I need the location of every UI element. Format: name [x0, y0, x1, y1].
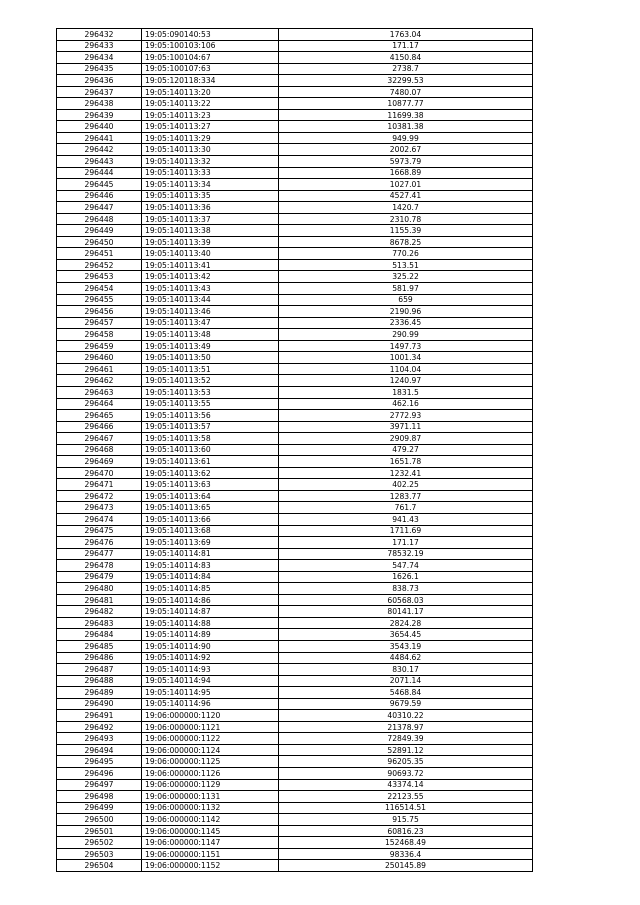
- table-row: [57, 259, 533, 271]
- table-row: [57, 779, 533, 791]
- row-id-cell: 296443: [57, 156, 142, 168]
- table-row: [57, 733, 533, 745]
- amount-cell: 250145.89: [279, 860, 533, 872]
- row-id-cell: 296450: [57, 236, 142, 248]
- row-id-cell: 296461: [57, 363, 142, 375]
- amount-cell: 1497.73: [279, 340, 533, 352]
- row-id-cell: 296436: [57, 75, 142, 87]
- timestamp-cell: 19:05:140114:87: [142, 606, 279, 618]
- timestamp-cell: 19:05:140113:53: [142, 386, 279, 398]
- row-id-cell: 296497: [57, 779, 142, 791]
- row-id-cell: 296493: [57, 733, 142, 745]
- amount-cell: 2190.96: [279, 306, 533, 318]
- amount-cell: 547.74: [279, 560, 533, 572]
- amount-cell: 2336.45: [279, 317, 533, 329]
- timestamp-cell: 19:05:140113:36: [142, 202, 279, 214]
- amount-cell: 90693.72: [279, 768, 533, 780]
- timestamp-cell: 19:06:000000:1129: [142, 779, 279, 791]
- timestamp-cell: 19:05:140113:56: [142, 410, 279, 422]
- amount-cell: 1831.5: [279, 386, 533, 398]
- amount-cell: 1711.69: [279, 525, 533, 537]
- amount-cell: 949.99: [279, 132, 533, 144]
- timestamp-cell: 19:06:000000:1122: [142, 733, 279, 745]
- timestamp-cell: 19:05:140113:48: [142, 329, 279, 341]
- timestamp-cell: 19:05:140113:51: [142, 363, 279, 375]
- data-table: [56, 28, 533, 872]
- timestamp-cell: 19:05:140113:42: [142, 271, 279, 283]
- amount-cell: 40310.22: [279, 710, 533, 722]
- row-id-cell: 296448: [57, 213, 142, 225]
- table-row: [57, 363, 533, 375]
- table-row: [57, 848, 533, 860]
- row-id-cell: 296441: [57, 132, 142, 144]
- amount-cell: 78532.19: [279, 548, 533, 560]
- table-row: [57, 744, 533, 756]
- timestamp-cell: 19:05:140113:23: [142, 109, 279, 121]
- timestamp-cell: 19:05:100103:106: [142, 40, 279, 52]
- timestamp-cell: 19:05:140114:93: [142, 664, 279, 676]
- amount-cell: 402.25: [279, 479, 533, 491]
- row-id-cell: 296432: [57, 29, 142, 41]
- amount-cell: 1232.41: [279, 467, 533, 479]
- row-id-cell: 296482: [57, 606, 142, 618]
- table-row: [57, 537, 533, 549]
- timestamp-cell: 19:06:000000:1125: [142, 756, 279, 768]
- timestamp-cell: 19:05:140114:92: [142, 652, 279, 664]
- timestamp-cell: 19:05:140113:27: [142, 121, 279, 133]
- table-row: [57, 271, 533, 283]
- timestamp-cell: 19:05:140113:34: [142, 179, 279, 191]
- table-row: [57, 294, 533, 306]
- amount-cell: 8678.25: [279, 236, 533, 248]
- amount-cell: 2310.78: [279, 213, 533, 225]
- timestamp-cell: 19:05:140113:32: [142, 156, 279, 168]
- table-row: [57, 75, 533, 87]
- amount-cell: 60816.23: [279, 825, 533, 837]
- table-row: [57, 213, 533, 225]
- row-id-cell: 296481: [57, 594, 142, 606]
- row-id-cell: 296438: [57, 98, 142, 110]
- amount-cell: 2738.7: [279, 63, 533, 75]
- timestamp-cell: 19:05:140113:55: [142, 398, 279, 410]
- table-row: [57, 317, 533, 329]
- amount-cell: 1763.04: [279, 29, 533, 41]
- amount-cell: 1001.34: [279, 352, 533, 364]
- amount-cell: 1420.7: [279, 202, 533, 214]
- row-id-cell: 296437: [57, 86, 142, 98]
- row-id-cell: 296447: [57, 202, 142, 214]
- amount-cell: 1155.39: [279, 225, 533, 237]
- row-id-cell: 296489: [57, 687, 142, 699]
- table-row: [57, 306, 533, 318]
- timestamp-cell: 19:05:140114:90: [142, 640, 279, 652]
- timestamp-cell: 19:05:140113:66: [142, 513, 279, 525]
- amount-cell: 5973.79: [279, 156, 533, 168]
- table-row: [57, 109, 533, 121]
- timestamp-cell: 19:05:140113:69: [142, 537, 279, 549]
- row-id-cell: 296475: [57, 525, 142, 537]
- amount-cell: 659: [279, 294, 533, 306]
- amount-cell: 11699.38: [279, 109, 533, 121]
- row-id-cell: 296499: [57, 802, 142, 814]
- timestamp-cell: 19:05:140114:81: [142, 548, 279, 560]
- row-id-cell: 296480: [57, 583, 142, 595]
- row-id-cell: 296445: [57, 179, 142, 191]
- amount-cell: 52891.12: [279, 744, 533, 756]
- amount-cell: 72849.39: [279, 733, 533, 745]
- table-row: [57, 802, 533, 814]
- timestamp-cell: 19:06:000000:1131: [142, 791, 279, 803]
- table-row: [57, 687, 533, 699]
- row-id-cell: 296457: [57, 317, 142, 329]
- row-id-cell: 296466: [57, 421, 142, 433]
- row-id-cell: 296455: [57, 294, 142, 306]
- row-id-cell: 296502: [57, 837, 142, 849]
- row-id-cell: 296459: [57, 340, 142, 352]
- table-row: [57, 513, 533, 525]
- row-id-cell: 296449: [57, 225, 142, 237]
- table-row: [57, 583, 533, 595]
- amount-cell: 581.97: [279, 283, 533, 295]
- row-id-cell: 296452: [57, 259, 142, 271]
- timestamp-cell: 19:05:120118:334: [142, 75, 279, 87]
- table-row: [57, 594, 533, 606]
- row-id-cell: 296483: [57, 617, 142, 629]
- amount-cell: 21378.97: [279, 721, 533, 733]
- timestamp-cell: 19:05:140113:41: [142, 259, 279, 271]
- table-row: [57, 144, 533, 156]
- table-row: [57, 156, 533, 168]
- timestamp-cell: 19:05:140113:49: [142, 340, 279, 352]
- row-id-cell: 296504: [57, 860, 142, 872]
- table-row: [57, 398, 533, 410]
- table-row: [57, 375, 533, 387]
- table-row: [57, 225, 533, 237]
- row-id-cell: 296491: [57, 710, 142, 722]
- row-id-cell: 296492: [57, 721, 142, 733]
- table-row: [57, 606, 533, 618]
- row-id-cell: 296490: [57, 698, 142, 710]
- table-row: [57, 202, 533, 214]
- amount-cell: 761.7: [279, 502, 533, 514]
- amount-cell: 116514.51: [279, 802, 533, 814]
- table-row: [57, 791, 533, 803]
- timestamp-cell: 19:05:140113:47: [142, 317, 279, 329]
- row-id-cell: 296494: [57, 744, 142, 756]
- amount-cell: 830.17: [279, 664, 533, 676]
- table-row: [57, 652, 533, 664]
- timestamp-cell: 19:05:140113:50: [142, 352, 279, 364]
- amount-cell: 1668.89: [279, 167, 533, 179]
- timestamp-cell: 19:06:000000:1121: [142, 721, 279, 733]
- table-row: [57, 329, 533, 341]
- table-row: [57, 40, 533, 52]
- amount-cell: 32299.53: [279, 75, 533, 87]
- timestamp-cell: 19:05:140113:37: [142, 213, 279, 225]
- row-id-cell: 296439: [57, 109, 142, 121]
- row-id-cell: 296467: [57, 433, 142, 445]
- amount-cell: 98336.4: [279, 848, 533, 860]
- row-id-cell: 296470: [57, 467, 142, 479]
- timestamp-cell: 19:05:140113:52: [142, 375, 279, 387]
- amount-cell: 2824.28: [279, 617, 533, 629]
- table-row: [57, 86, 533, 98]
- timestamp-cell: 19:05:140113:60: [142, 444, 279, 456]
- row-id-cell: 296453: [57, 271, 142, 283]
- amount-cell: 3654.45: [279, 629, 533, 641]
- timestamp-cell: 19:05:140114:83: [142, 560, 279, 572]
- row-id-cell: 296500: [57, 814, 142, 826]
- amount-cell: 1104.04: [279, 363, 533, 375]
- table-row: [57, 548, 533, 560]
- row-id-cell: 296474: [57, 513, 142, 525]
- row-id-cell: 296456: [57, 306, 142, 318]
- amount-cell: 838.73: [279, 583, 533, 595]
- row-id-cell: 296503: [57, 848, 142, 860]
- table-row: [57, 629, 533, 641]
- table-row: [57, 456, 533, 468]
- table-row: [57, 467, 533, 479]
- row-id-cell: 296433: [57, 40, 142, 52]
- timestamp-cell: 19:05:140113:20: [142, 86, 279, 98]
- table-row: [57, 352, 533, 364]
- timestamp-cell: 19:05:140113:68: [142, 525, 279, 537]
- amount-cell: 171.17: [279, 40, 533, 52]
- row-id-cell: 296460: [57, 352, 142, 364]
- amount-cell: 1027.01: [279, 179, 533, 191]
- row-id-cell: 296468: [57, 444, 142, 456]
- amount-cell: 770.26: [279, 248, 533, 260]
- row-id-cell: 296485: [57, 640, 142, 652]
- table-row: [57, 525, 533, 537]
- row-id-cell: 296465: [57, 410, 142, 422]
- row-id-cell: 296477: [57, 548, 142, 560]
- row-id-cell: 296486: [57, 652, 142, 664]
- table-body: [57, 29, 533, 872]
- table-row: [57, 236, 533, 248]
- amount-cell: 4484.62: [279, 652, 533, 664]
- table-row: [57, 814, 533, 826]
- timestamp-cell: 19:05:140113:40: [142, 248, 279, 260]
- table-row: [57, 675, 533, 687]
- row-id-cell: 296451: [57, 248, 142, 260]
- amount-cell: 1651.78: [279, 456, 533, 468]
- table-row: [57, 52, 533, 64]
- amount-cell: 4150.84: [279, 52, 533, 64]
- amount-cell: 22123.55: [279, 791, 533, 803]
- row-id-cell: 296440: [57, 121, 142, 133]
- amount-cell: 2071.14: [279, 675, 533, 687]
- row-id-cell: 296463: [57, 386, 142, 398]
- row-id-cell: 296458: [57, 329, 142, 341]
- table-row: [57, 248, 533, 260]
- table-row: [57, 479, 533, 491]
- row-id-cell: 296444: [57, 167, 142, 179]
- table-row: [57, 756, 533, 768]
- timestamp-cell: 19:05:140113:61: [142, 456, 279, 468]
- timestamp-cell: 19:05:140113:43: [142, 283, 279, 295]
- table-row: [57, 283, 533, 295]
- amount-cell: 4527.41: [279, 190, 533, 202]
- row-id-cell: 296473: [57, 502, 142, 514]
- table-row: [57, 502, 533, 514]
- timestamp-cell: 19:05:140113:65: [142, 502, 279, 514]
- row-id-cell: 296479: [57, 571, 142, 583]
- timestamp-cell: 19:06:000000:1126: [142, 768, 279, 780]
- timestamp-cell: 19:05:140113:30: [142, 144, 279, 156]
- row-id-cell: 296471: [57, 479, 142, 491]
- timestamp-cell: 19:05:140114:86: [142, 594, 279, 606]
- table-row: [57, 410, 533, 422]
- amount-cell: 513.51: [279, 259, 533, 271]
- amount-cell: 1626.1: [279, 571, 533, 583]
- amount-cell: 479.27: [279, 444, 533, 456]
- timestamp-cell: 19:05:140114:94: [142, 675, 279, 687]
- timestamp-cell: 19:05:140113:58: [142, 433, 279, 445]
- timestamp-cell: 19:06:000000:1132: [142, 802, 279, 814]
- table-row: [57, 444, 533, 456]
- timestamp-cell: 19:05:140114:85: [142, 583, 279, 595]
- amount-cell: 915.75: [279, 814, 533, 826]
- timestamp-cell: 19:05:140113:39: [142, 236, 279, 248]
- timestamp-cell: 19:05:140113:64: [142, 490, 279, 502]
- amount-cell: 325.22: [279, 271, 533, 283]
- amount-cell: 3543.19: [279, 640, 533, 652]
- table-row: [57, 617, 533, 629]
- table-row: [57, 640, 533, 652]
- table-row: [57, 571, 533, 583]
- row-id-cell: 296434: [57, 52, 142, 64]
- row-id-cell: 296442: [57, 144, 142, 156]
- timestamp-cell: 19:05:140114:95: [142, 687, 279, 699]
- table-row: [57, 560, 533, 572]
- timestamp-cell: 19:06:000000:1142: [142, 814, 279, 826]
- amount-cell: 7480.07: [279, 86, 533, 98]
- table-row: [57, 768, 533, 780]
- timestamp-cell: 19:05:100104:67: [142, 52, 279, 64]
- table-row: [57, 490, 533, 502]
- timestamp-cell: 19:05:090140:53: [142, 29, 279, 41]
- timestamp-cell: 19:06:000000:1152: [142, 860, 279, 872]
- row-id-cell: 296501: [57, 825, 142, 837]
- timestamp-cell: 19:05:140113:62: [142, 467, 279, 479]
- timestamp-cell: 19:05:140114:88: [142, 617, 279, 629]
- row-id-cell: 296487: [57, 664, 142, 676]
- amount-cell: 3971.11: [279, 421, 533, 433]
- table-row: [57, 179, 533, 191]
- table-row: [57, 837, 533, 849]
- timestamp-cell: 19:05:140114:89: [142, 629, 279, 641]
- timestamp-cell: 19:05:140113:63: [142, 479, 279, 491]
- table-row: [57, 433, 533, 445]
- amount-cell: 1283.77: [279, 490, 533, 502]
- amount-cell: 171.17: [279, 537, 533, 549]
- timestamp-cell: 19:05:140113:33: [142, 167, 279, 179]
- amount-cell: 60568.03: [279, 594, 533, 606]
- row-id-cell: 296496: [57, 768, 142, 780]
- timestamp-cell: 19:05:140113:46: [142, 306, 279, 318]
- table-row: [57, 825, 533, 837]
- row-id-cell: 296462: [57, 375, 142, 387]
- timestamp-cell: 19:05:140113:29: [142, 132, 279, 144]
- table-row: [57, 340, 533, 352]
- row-id-cell: 296495: [57, 756, 142, 768]
- table-row: [57, 121, 533, 133]
- timestamp-cell: 19:05:140113:57: [142, 421, 279, 433]
- amount-cell: 462.16: [279, 398, 533, 410]
- row-id-cell: 296484: [57, 629, 142, 641]
- row-id-cell: 296435: [57, 63, 142, 75]
- amount-cell: 941.43: [279, 513, 533, 525]
- amount-cell: 2002.67: [279, 144, 533, 156]
- amount-cell: 2772.93: [279, 410, 533, 422]
- table-row: [57, 860, 533, 872]
- timestamp-cell: 19:06:000000:1147: [142, 837, 279, 849]
- table-row: [57, 63, 533, 75]
- table-row: [57, 710, 533, 722]
- timestamp-cell: 19:06:000000:1151: [142, 848, 279, 860]
- timestamp-cell: 19:05:140114:96: [142, 698, 279, 710]
- amount-cell: 80141.17: [279, 606, 533, 618]
- amount-cell: 10877.77: [279, 98, 533, 110]
- amount-cell: 152468.49: [279, 837, 533, 849]
- timestamp-cell: 19:05:140113:38: [142, 225, 279, 237]
- table-row: [57, 98, 533, 110]
- timestamp-cell: 19:06:000000:1145: [142, 825, 279, 837]
- table-row: [57, 664, 533, 676]
- timestamp-cell: 19:05:140113:44: [142, 294, 279, 306]
- amount-cell: 96205.35: [279, 756, 533, 768]
- timestamp-cell: 19:05:140113:35: [142, 190, 279, 202]
- timestamp-cell: 19:06:000000:1124: [142, 744, 279, 756]
- table-row: [57, 132, 533, 144]
- row-id-cell: 296469: [57, 456, 142, 468]
- table-row: [57, 698, 533, 710]
- row-id-cell: 296498: [57, 791, 142, 803]
- table-row: [57, 190, 533, 202]
- table-row: [57, 167, 533, 179]
- table-row: [57, 421, 533, 433]
- row-id-cell: 296472: [57, 490, 142, 502]
- row-id-cell: 296478: [57, 560, 142, 572]
- timestamp-cell: 19:06:000000:1120: [142, 710, 279, 722]
- table-row: [57, 721, 533, 733]
- timestamp-cell: 19:05:140113:22: [142, 98, 279, 110]
- row-id-cell: 296476: [57, 537, 142, 549]
- amount-cell: 290.99: [279, 329, 533, 341]
- row-id-cell: 296454: [57, 283, 142, 295]
- amount-cell: 2909.87: [279, 433, 533, 445]
- amount-cell: 9679.59: [279, 698, 533, 710]
- amount-cell: 5468.84: [279, 687, 533, 699]
- row-id-cell: 296464: [57, 398, 142, 410]
- amount-cell: 1240.97: [279, 375, 533, 387]
- row-id-cell: 296446: [57, 190, 142, 202]
- amount-cell: 10381.38: [279, 121, 533, 133]
- table-row: [57, 29, 533, 41]
- timestamp-cell: 19:05:100107:63: [142, 63, 279, 75]
- timestamp-cell: 19:05:140114:84: [142, 571, 279, 583]
- amount-cell: 43374.14: [279, 779, 533, 791]
- table-row: [57, 386, 533, 398]
- row-id-cell: 296488: [57, 675, 142, 687]
